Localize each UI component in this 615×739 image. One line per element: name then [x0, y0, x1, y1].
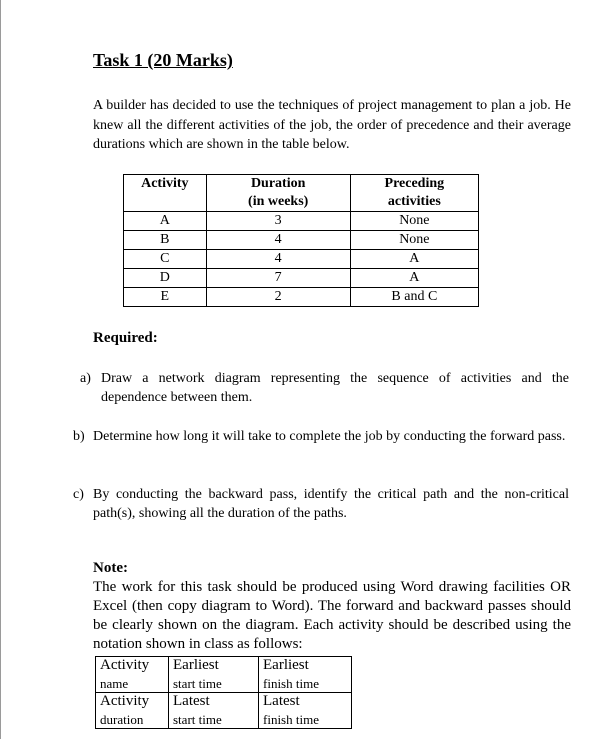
duration-cell: 2	[206, 288, 350, 307]
duration-cell: 3	[206, 212, 350, 231]
question-c	[73, 485, 570, 525]
duration-cell: 7	[206, 269, 350, 288]
activity-cell: B	[124, 231, 207, 250]
note-heading: Note:	[93, 560, 128, 576]
question-label: c)	[73, 487, 84, 502]
activity-cell: D	[124, 269, 207, 288]
legend-row	[96, 657, 352, 675]
legend-cell: start time	[169, 675, 259, 693]
question-b	[73, 427, 570, 467]
legend-cell: Activity	[96, 657, 169, 675]
required-heading: Required:	[93, 330, 158, 346]
legend-cell: finish time	[259, 675, 352, 693]
note-paragraph: The work for this task should be produced using Word drawing facilities OR Excel (then copy diagram to Word). The forward and backward passes should be clearly shown on the diagram. Each activity should be described using the notation shown in class as follows:	[93, 579, 571, 652]
activity-table	[123, 174, 479, 307]
activity-cell: C	[124, 250, 207, 269]
legend-row	[96, 693, 352, 711]
table-row	[124, 269, 479, 288]
legend-cell: finish time	[259, 711, 352, 729]
preceding-cell: None	[350, 212, 478, 231]
table-header-row	[124, 175, 479, 212]
question-label: a)	[80, 371, 91, 386]
legend-cell: Earliest	[259, 657, 352, 675]
preceding-cell: B and C	[350, 288, 478, 307]
question-a	[80, 369, 570, 409]
legend-cell: Activity	[96, 693, 169, 711]
page-left-edge	[0, 0, 1, 739]
legend-cell: Latest	[169, 693, 259, 711]
table-row	[124, 212, 479, 231]
legend-cell: start time	[169, 711, 259, 729]
legend-cell: name	[96, 675, 169, 693]
preceding-cell: A	[350, 269, 478, 288]
preceding-cell: A	[350, 250, 478, 269]
question-text: By conducting the backward pass, identify the critical path and the non-critical path(s), showing all the duration of the paths.	[93, 487, 569, 521]
table-row	[124, 231, 479, 250]
table-row	[124, 288, 479, 307]
question-text: Determine how long it will take to complete the job by conducting the forward pass.	[93, 429, 566, 444]
duration-cell: 4	[206, 231, 350, 250]
notation-legend	[95, 656, 352, 729]
header-preceding: Preceding activities	[350, 175, 478, 212]
activity-cell: A	[124, 212, 207, 231]
preceding-cell: None	[350, 231, 478, 250]
legend-row	[96, 711, 352, 729]
task-title: Task 1 (20 Marks)	[93, 50, 233, 70]
legend-row	[96, 675, 352, 693]
duration-cell: 4	[206, 250, 350, 269]
activity-cell: E	[124, 288, 207, 307]
intro-paragraph: A builder has decided to use the techniques of project management to plan a job. He knew all the different activities of the job, the order of precedence and their average durations which are shown in the table below.	[93, 98, 571, 152]
header-activity: Activity	[124, 175, 207, 212]
header-duration: Duration (in weeks)	[206, 175, 350, 212]
question-text: Draw a network diagram representing the sequence of activities and the dependence between them.	[101, 371, 569, 405]
legend-cell: Earliest	[169, 657, 259, 675]
question-label: b)	[73, 429, 85, 444]
table-row	[124, 250, 479, 269]
legend-cell: duration	[96, 711, 169, 729]
legend-cell: Latest	[259, 693, 352, 711]
